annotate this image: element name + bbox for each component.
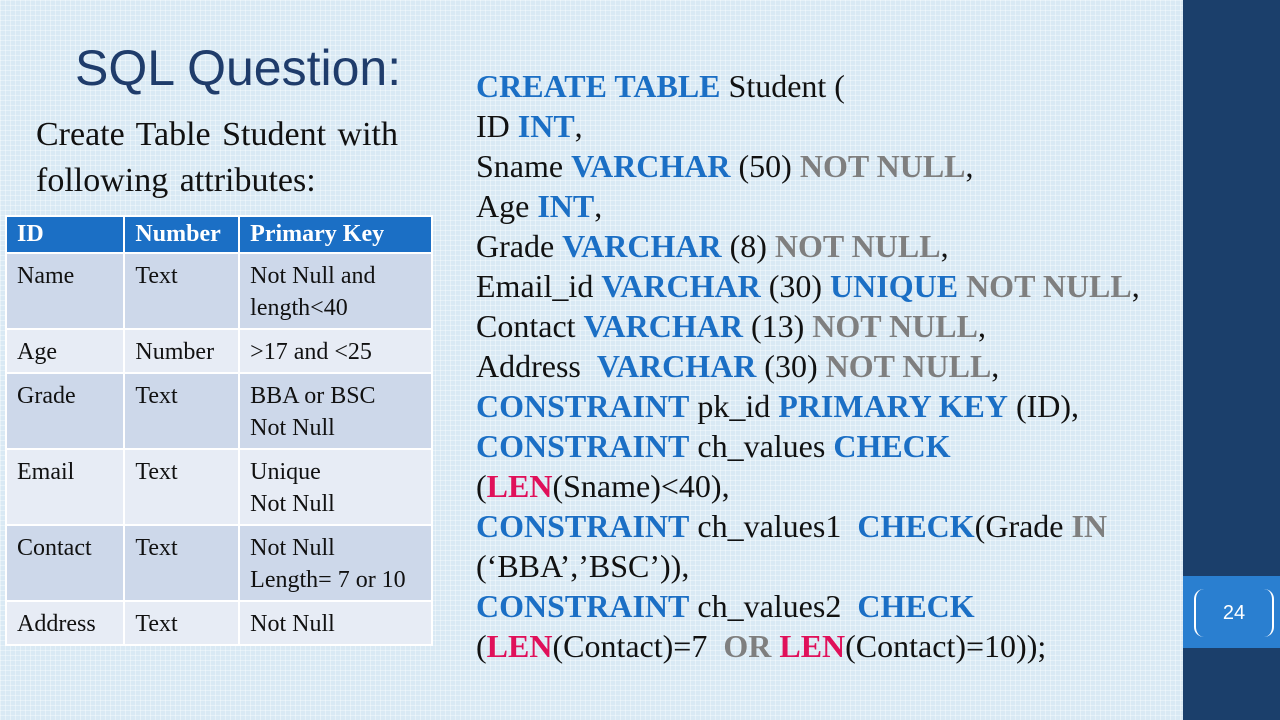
cell-constraint: Not Null <box>239 601 432 645</box>
sql-text: , <box>977 308 986 344</box>
cell-field: Address <box>6 601 124 645</box>
code-line <box>476 306 1176 346</box>
code-line <box>476 386 1176 426</box>
sql-text: (50) <box>730 148 800 184</box>
sql-text: (Sname)<40), <box>552 468 730 504</box>
sql-function: LEN <box>779 628 846 664</box>
sql-function: LEN <box>486 628 553 664</box>
code-line <box>476 506 1176 546</box>
sql-keyword: CONSTRAINT <box>476 588 690 624</box>
code-line <box>476 586 1176 626</box>
sql-keyword: CHECK <box>857 588 975 624</box>
code-line <box>476 146 1176 186</box>
cell-field: Grade <box>6 373 124 449</box>
cell-constraint: BBA or BSC Not Null <box>239 373 432 449</box>
sql-text: ( <box>476 628 487 664</box>
sql-text: (8) <box>721 228 775 264</box>
sql-text: ch_values1 <box>689 508 858 544</box>
sql-keyword: CONSTRAINT <box>476 508 690 544</box>
slide-title: SQL Question: <box>75 40 402 96</box>
code-line <box>476 426 1176 466</box>
sql-text: pk_id <box>689 388 779 424</box>
sql-keyword: VARCHAR <box>571 148 731 184</box>
table-row <box>6 253 432 329</box>
sql-constraint-keyword: NOT NULL <box>799 148 966 184</box>
sql-keyword: VARCHAR <box>601 268 761 304</box>
sql-constraint-keyword: NOT NULL <box>774 228 941 264</box>
sql-text: (Contact)=10)); <box>845 628 1047 664</box>
cell-field: Age <box>6 329 124 373</box>
cell-field: Contact <box>6 525 124 601</box>
code-line <box>476 546 1176 586</box>
cell-field: Email <box>6 449 124 525</box>
code-line <box>476 66 1176 106</box>
code-line <box>476 186 1176 226</box>
page-number: 24 <box>1194 589 1274 637</box>
sql-text: Age <box>476 188 538 224</box>
sql-keyword: UNIQUE <box>830 268 959 304</box>
code-line <box>476 266 1176 306</box>
sql-keyword: VARCHAR <box>562 228 722 264</box>
sql-code-block <box>476 66 1176 666</box>
cell-constraint: Unique Not Null <box>239 449 432 525</box>
sql-text: (30) <box>756 348 826 384</box>
sql-keyword: CONSTRAINT <box>476 428 690 464</box>
sql-text <box>958 268 966 304</box>
sql-text: , <box>940 228 949 264</box>
cell-type: Text <box>124 373 239 449</box>
sql-constraint-keyword: IN <box>1071 508 1108 544</box>
sql-keyword: VARCHAR <box>596 348 757 384</box>
table-header-row <box>6 216 432 253</box>
code-line <box>476 226 1176 266</box>
sql-text: , <box>991 348 1000 384</box>
sql-text: (13) <box>742 308 813 344</box>
cell-constraint: Not Null and length<40 <box>239 253 432 329</box>
code-line <box>476 466 1176 506</box>
table-row <box>6 373 432 449</box>
table-row <box>6 329 432 373</box>
sql-keyword: INT <box>537 188 595 224</box>
sql-constraint-keyword: NOT NULL <box>825 348 992 384</box>
sql-text: Address <box>476 348 597 384</box>
sql-text: Sname <box>476 148 572 184</box>
code-line <box>476 346 1176 386</box>
sql-text: (30) <box>760 268 831 304</box>
sql-constraint-keyword: NOT NULL <box>966 268 1132 304</box>
sql-text: , <box>965 148 974 184</box>
sql-keyword: VARCHAR <box>583 308 743 344</box>
header-number: Number <box>124 216 239 253</box>
sql-keyword: CONSTRAINT <box>476 388 690 424</box>
sql-function: LEN <box>486 468 553 504</box>
sql-text: ( <box>476 468 487 504</box>
sql-text: ID <box>476 108 518 144</box>
code-line <box>476 106 1176 146</box>
cell-type: Text <box>124 253 239 329</box>
attributes-table <box>5 215 433 646</box>
table-row <box>6 449 432 525</box>
sql-keyword: CREATE TABLE <box>476 68 721 104</box>
sql-text: (Contact)=7 <box>552 628 724 664</box>
sql-keyword: PRIMARY KEY <box>778 388 1008 424</box>
cell-type: Number <box>124 329 239 373</box>
sql-text: , <box>1131 268 1140 304</box>
cell-type: Text <box>124 449 239 525</box>
cell-field: Name <box>6 253 124 329</box>
code-line <box>476 626 1176 666</box>
sql-text: (‘BBA’,’BSC’)), <box>476 548 690 584</box>
sql-text: Student ( <box>720 68 845 104</box>
sql-keyword: CHECK <box>857 508 975 544</box>
cell-constraint: Not Null Length= 7 or 10 <box>239 525 432 601</box>
sql-keyword: INT <box>517 108 575 144</box>
cell-type: Text <box>124 601 239 645</box>
sql-keyword: CHECK <box>833 428 951 464</box>
header-primary-key: Primary Key <box>239 216 432 253</box>
table-row <box>6 601 432 645</box>
sql-text: ch_values2 <box>689 588 858 624</box>
slide-subtitle: Create Table Student with following attributes: <box>36 116 398 199</box>
cell-constraint: >17 and <25 <box>239 329 432 373</box>
sql-text: (ID), <box>1007 388 1080 424</box>
header-id: ID <box>6 216 124 253</box>
sql-text: Contact <box>476 308 584 344</box>
sql-text: ch_values <box>689 428 834 464</box>
sql-constraint-keyword: NOT NULL <box>812 308 978 344</box>
cell-type: Text <box>124 525 239 601</box>
sql-text: , <box>574 108 583 144</box>
sql-text: Email_id <box>476 268 602 304</box>
sql-text: , <box>594 188 603 224</box>
sql-constraint-keyword: OR <box>723 628 772 664</box>
sql-text: Grade <box>476 228 563 264</box>
table-row <box>6 525 432 601</box>
sql-text: (Grade <box>974 508 1072 544</box>
